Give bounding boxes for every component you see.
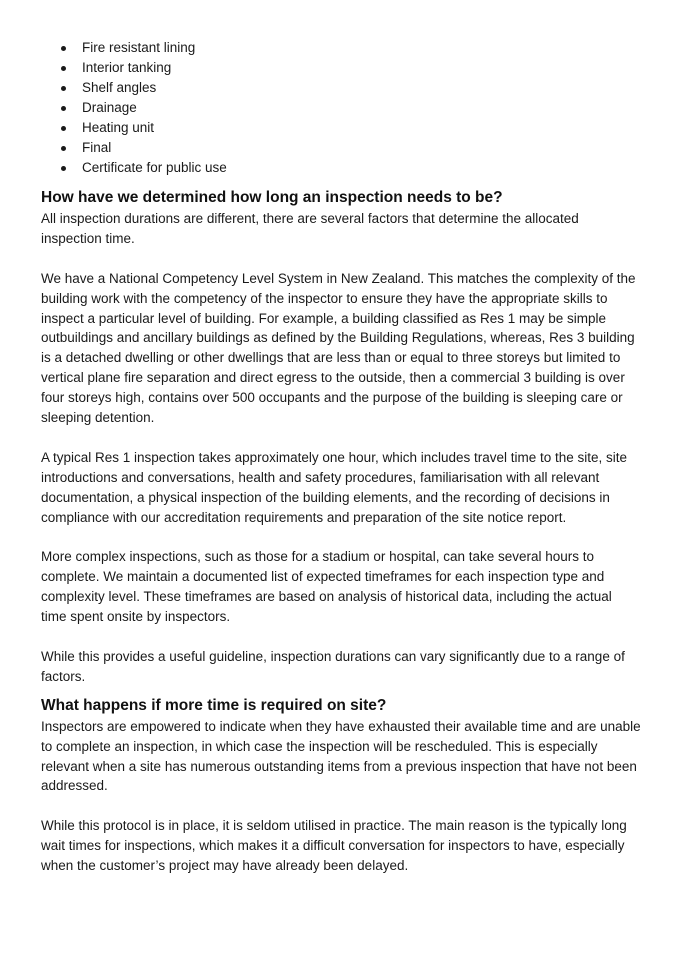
list-item-label: Shelf angles <box>82 80 157 95</box>
inspection-duration-section <box>41 187 641 687</box>
list-item-label: Drainage <box>82 100 137 115</box>
paragraph: All inspection durations are different, there are several factors that determine the allocated inspection time. <box>41 211 579 246</box>
section-heading: How have we determined how long an inspection needs to be? <box>41 189 503 206</box>
list-item <box>41 118 641 138</box>
list-item-label: Interior tanking <box>82 60 172 75</box>
list-item-label: Certificate for public use <box>82 160 227 175</box>
list-item <box>41 38 641 58</box>
list-item-label: Final <box>82 140 112 155</box>
list-item <box>41 78 641 98</box>
list-item <box>41 58 641 78</box>
bullet-icon <box>61 146 66 151</box>
paragraph: Inspectors are empowered to indicate when they have exhausted their available time and are unable to complete an inspection, in which case the inspection will be rescheduled. This is especially relevant when a site has numerous outstanding items from a previous inspection that have not been addressed. <box>41 718 641 794</box>
list-item-label: Fire resistant lining <box>82 40 196 55</box>
bullet-icon <box>61 66 66 71</box>
bullet-icon <box>61 166 66 171</box>
paragraph: While this provides a useful guideline, inspection durations can vary significantly due to a range of factors. <box>41 648 625 684</box>
section-heading: What happens if more time is required on site? <box>41 696 387 714</box>
bullet-icon <box>61 126 66 131</box>
list-item <box>41 98 641 118</box>
paragraph: While this protocol is in place, it is seldom utilised in practice. The main reason is the typically long wait times for inspections, which makes it a difficult conversation for inspectors to have, especially when the customer’s project may have already been delayed. <box>41 818 627 874</box>
list-item <box>41 138 641 158</box>
bullet-icon <box>61 86 66 91</box>
bullet-icon <box>61 46 66 51</box>
bullet-icon <box>61 106 66 111</box>
paragraph: More complex inspections, such as those for a stadium or hospital, can take several hours to complete. We maintain a documented list of expected timeframes for each inspection type and complexity level. These timeframes are based on analysis of historical data, including the actual time spent onsite by inspectors. <box>41 549 612 625</box>
paragraph: A typical Res 1 inspection takes approximately one hour, which includes travel time to the site, site introductions and conversations, health and safety procedures, familiarisation with all relevant documentation, a physical inspection of the building elements, and the recording of decisions in compliance with our accreditation requirements and preparation of the site notice report. <box>41 449 628 525</box>
list-item <box>41 158 641 178</box>
inspection-type-list <box>41 38 641 178</box>
document-page <box>41 38 641 876</box>
more-time-section <box>41 695 641 876</box>
paragraph: We have a National Competency Level System in New Zealand. This matches the complexity of the building work with the competency of the inspector to ensure they have the appropriate skills to inspect a particular level of building. For example, a building classified as Res 1 may be simple outbuildings and ancillary buildings as defined by the Building Regulations, whereas, Res 3 building is a detached dwelling or other dwellings that are less than or equal to three storeys but limited to vertical plane fire separation and direct egress to the outside, then a commercial 3 building is over four storeys high, contains over 500 occupants and the purpose of the building is sleeping care or sleeping detention. <box>41 270 636 426</box>
list-item-label: Heating unit <box>82 120 155 135</box>
